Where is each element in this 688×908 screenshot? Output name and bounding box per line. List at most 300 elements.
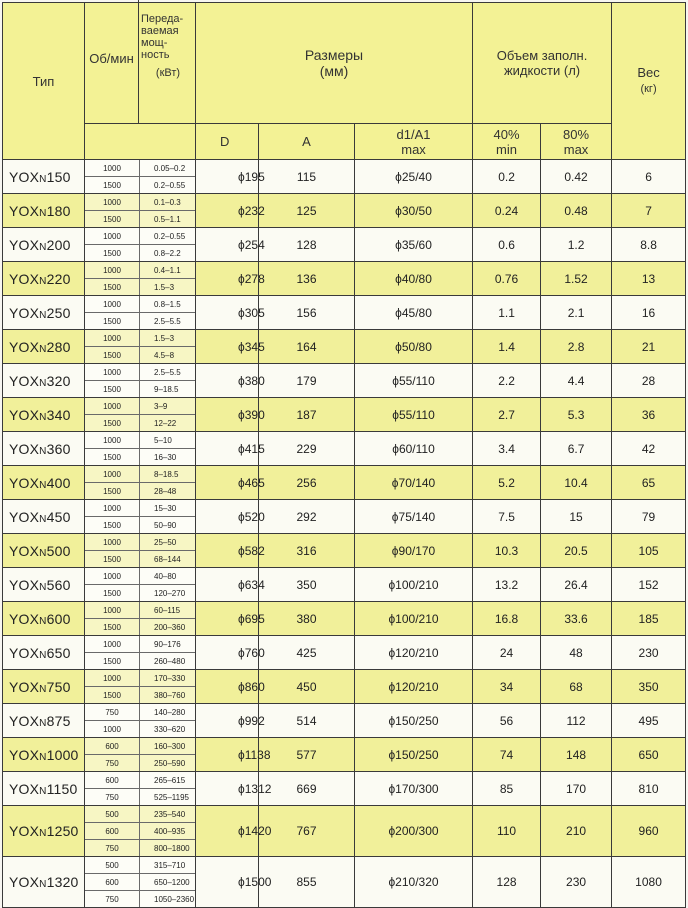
rpm-power-row bbox=[85, 279, 195, 296]
cell-type bbox=[3, 364, 85, 398]
type-number: 280 bbox=[46, 338, 71, 355]
cell-rpm: 600 bbox=[85, 823, 140, 840]
cell-power: 8–18.5 bbox=[140, 466, 196, 483]
cell-type bbox=[3, 670, 85, 704]
type-subscript: N bbox=[39, 879, 47, 890]
table-row bbox=[3, 738, 686, 772]
table-body bbox=[3, 160, 686, 908]
cell-power: 0.8–1.5 bbox=[140, 296, 196, 313]
cell-type bbox=[3, 466, 85, 500]
cell-d1: ϕ150/250 bbox=[355, 738, 473, 772]
cell-volume-80: 0.42 bbox=[541, 160, 612, 194]
cell-power: 0.4–1.1 bbox=[140, 262, 196, 279]
rpm-power-subtable bbox=[85, 568, 195, 601]
rpm-power-row bbox=[85, 330, 195, 347]
cell-volume-80: 2.1 bbox=[541, 296, 612, 330]
cell-rpm: 1500 bbox=[85, 381, 140, 398]
cell-power: 50–90 bbox=[140, 517, 196, 534]
cell-A: 164 bbox=[259, 330, 355, 364]
cell-rpm-power bbox=[85, 704, 196, 738]
cell-weight: 8.8 bbox=[612, 228, 686, 262]
type-prefix: YOX bbox=[9, 780, 40, 797]
cell-type bbox=[3, 738, 85, 772]
cell-power: 2.5–5.5 bbox=[140, 364, 196, 381]
rpm-power-row bbox=[85, 619, 195, 636]
cell-d1: ϕ75/140 bbox=[355, 500, 473, 534]
type-number: 600 bbox=[46, 610, 71, 627]
rpm-power-row bbox=[85, 840, 195, 857]
type-subscript: N bbox=[39, 207, 47, 219]
cell-rpm: 1000 bbox=[85, 670, 140, 687]
cell-type bbox=[3, 228, 85, 262]
specification-table bbox=[2, 2, 686, 908]
cell-rpm: 1500 bbox=[85, 653, 140, 670]
rpm-power-row bbox=[85, 347, 195, 364]
cell-weight: 28 bbox=[612, 364, 686, 398]
type-subscript: N bbox=[39, 683, 47, 695]
table-row bbox=[3, 704, 686, 738]
header-volume-title2: жидкости (л) bbox=[503, 63, 581, 78]
cell-volume-80: 33.6 bbox=[541, 602, 612, 636]
type-number: 875 bbox=[46, 712, 71, 729]
cell-rpm: 1000 bbox=[85, 568, 140, 585]
cell-d1: ϕ35/60 bbox=[355, 228, 473, 262]
rpm-power-subtable bbox=[85, 262, 195, 295]
cell-power: 60–115 bbox=[140, 602, 196, 619]
cell-type bbox=[3, 500, 85, 534]
cell-d1: ϕ50/80 bbox=[355, 330, 473, 364]
header-col-d1 bbox=[355, 124, 473, 160]
type-prefix: YOX bbox=[9, 372, 40, 389]
type-number: 450 bbox=[46, 508, 71, 525]
cell-power: 400–935 bbox=[140, 823, 196, 840]
rpm-power-subtable bbox=[85, 602, 195, 635]
cell-d1: ϕ30/50 bbox=[355, 194, 473, 228]
rpm-power-subtable bbox=[85, 330, 195, 363]
type-subscript: N bbox=[39, 343, 47, 355]
cell-type bbox=[3, 194, 85, 228]
cell-D: ϕ278 bbox=[196, 262, 259, 296]
rpm-power-subtable bbox=[85, 500, 195, 533]
cell-power: 525–1195 bbox=[140, 789, 196, 806]
table-row bbox=[3, 857, 686, 908]
cell-rpm: 1000 bbox=[85, 500, 140, 517]
type-prefix: YOX bbox=[9, 746, 40, 763]
cell-volume-40: 85 bbox=[473, 772, 541, 806]
cell-weight: 42 bbox=[612, 432, 686, 466]
rpm-power-row bbox=[85, 670, 195, 687]
cell-type bbox=[3, 636, 85, 670]
header-power-line3: мощ- bbox=[141, 37, 168, 49]
cell-power: 380–760 bbox=[140, 687, 196, 704]
header-power-line1: Переда- bbox=[141, 13, 184, 25]
rpm-power-row bbox=[85, 755, 195, 772]
cell-power: 3–9 bbox=[140, 398, 196, 415]
table-row bbox=[3, 636, 686, 670]
cell-volume-40: 74 bbox=[473, 738, 541, 772]
cell-power: 140–280 bbox=[140, 704, 196, 721]
cell-weight: 1080 bbox=[612, 857, 686, 908]
cell-volume-40: 0.24 bbox=[473, 194, 541, 228]
type-prefix: YOX bbox=[9, 874, 40, 890]
rpm-power-subtable bbox=[85, 806, 195, 856]
cell-rpm: 1000 bbox=[85, 228, 140, 245]
cell-rpm-power bbox=[85, 500, 196, 534]
cell-weight: 36 bbox=[612, 398, 686, 432]
header-col-D: D bbox=[196, 124, 259, 160]
cell-A: 577 bbox=[259, 738, 355, 772]
type-number: 200 bbox=[46, 236, 71, 253]
cell-d1: ϕ90/170 bbox=[355, 534, 473, 568]
table-row bbox=[3, 806, 686, 857]
rpm-power-row bbox=[85, 398, 195, 415]
cell-volume-40: 56 bbox=[473, 704, 541, 738]
cell-rpm-power bbox=[85, 602, 196, 636]
cell-D: ϕ195 bbox=[196, 160, 259, 194]
cell-D: ϕ390 bbox=[196, 398, 259, 432]
cell-power: 235–540 bbox=[140, 806, 196, 823]
type-subscript: N bbox=[39, 547, 47, 559]
cell-power: 0.05–0.2 bbox=[140, 160, 196, 177]
header-volume-title: Объем заполн. bbox=[496, 48, 588, 63]
type-subscript: N bbox=[39, 581, 47, 593]
rpm-power-row bbox=[85, 466, 195, 483]
rpm-power-row bbox=[85, 874, 195, 891]
cell-type bbox=[3, 602, 85, 636]
cell-d1: ϕ70/140 bbox=[355, 466, 473, 500]
cell-A: 156 bbox=[259, 296, 355, 330]
cell-weight: 105 bbox=[612, 534, 686, 568]
header-rpm-power-lower bbox=[85, 124, 196, 160]
cell-type bbox=[3, 160, 85, 194]
cell-d1: ϕ55/110 bbox=[355, 398, 473, 432]
rpm-power-subtable bbox=[85, 534, 195, 567]
rpm-power-row bbox=[85, 500, 195, 517]
cell-rpm: 1000 bbox=[85, 364, 140, 381]
cell-d1: ϕ100/210 bbox=[355, 602, 473, 636]
header-col-v40-sub: min bbox=[496, 141, 517, 157]
rpm-power-subtable bbox=[85, 772, 195, 805]
cell-rpm: 1500 bbox=[85, 177, 140, 194]
cell-D: ϕ305 bbox=[196, 296, 259, 330]
type-number: 750 bbox=[46, 678, 71, 695]
cell-D: ϕ992 bbox=[196, 704, 259, 738]
cell-power: 12–22 bbox=[140, 415, 196, 432]
cell-rpm-power bbox=[85, 466, 196, 500]
type-number: 320 bbox=[46, 372, 71, 389]
table-row bbox=[3, 330, 686, 364]
rpm-power-row bbox=[85, 823, 195, 840]
header-weight-title: Вес bbox=[637, 65, 660, 80]
header-rpm-power bbox=[85, 3, 196, 124]
type-number: 400 bbox=[46, 474, 71, 491]
cell-type bbox=[3, 806, 85, 857]
cell-rpm: 1500 bbox=[85, 517, 140, 534]
cell-rpm-power bbox=[85, 534, 196, 568]
rpm-power-row bbox=[85, 534, 195, 551]
cell-volume-80: 170 bbox=[541, 772, 612, 806]
cell-power: 260–480 bbox=[140, 653, 196, 670]
cell-rpm: 1000 bbox=[85, 636, 140, 653]
rpm-power-row bbox=[85, 585, 195, 602]
cell-d1: ϕ40/80 bbox=[355, 262, 473, 296]
cell-D: ϕ1500 bbox=[196, 857, 259, 908]
cell-D: ϕ695 bbox=[196, 602, 259, 636]
cell-D: ϕ254 bbox=[196, 228, 259, 262]
type-subscript: N bbox=[39, 649, 47, 661]
header-col-v80-sub: max bbox=[563, 141, 589, 157]
cell-A: 115 bbox=[259, 160, 355, 194]
table-row bbox=[3, 364, 686, 398]
cell-rpm: 750 bbox=[85, 789, 140, 806]
cell-A: 316 bbox=[259, 534, 355, 568]
cell-type bbox=[3, 262, 85, 296]
cell-rpm: 1500 bbox=[85, 279, 140, 296]
cell-d1: ϕ200/300 bbox=[355, 806, 473, 857]
cell-volume-40: 0.76 bbox=[473, 262, 541, 296]
cell-power: 265–615 bbox=[140, 772, 196, 789]
rpm-power-row bbox=[85, 704, 195, 721]
cell-volume-80: 6.7 bbox=[541, 432, 612, 466]
type-prefix: YOX bbox=[9, 406, 40, 423]
cell-power: 315–710 bbox=[140, 857, 196, 874]
cell-weight: 650 bbox=[612, 738, 686, 772]
cell-power: 1050–2360 bbox=[140, 891, 196, 908]
rpm-power-row bbox=[85, 211, 195, 228]
cell-volume-80: 2.8 bbox=[541, 330, 612, 364]
cell-rpm: 600 bbox=[85, 738, 140, 755]
cell-power: 200–360 bbox=[140, 619, 196, 636]
cell-rpm: 1000 bbox=[85, 466, 140, 483]
type-subscript: N bbox=[39, 309, 47, 321]
rpm-power-subtable bbox=[85, 194, 195, 227]
rpm-power-row bbox=[85, 296, 195, 313]
table-row bbox=[3, 228, 686, 262]
header-col-d1-sub: max bbox=[401, 141, 426, 157]
table-row bbox=[3, 296, 686, 330]
type-number: 560 bbox=[46, 576, 71, 593]
table-row bbox=[3, 160, 686, 194]
rpm-power-row bbox=[85, 857, 195, 874]
cell-weight: 185 bbox=[612, 602, 686, 636]
rpm-power-row bbox=[85, 364, 195, 381]
cell-rpm: 750 bbox=[85, 840, 140, 857]
cell-rpm-power bbox=[85, 670, 196, 704]
cell-volume-80: 48 bbox=[541, 636, 612, 670]
type-prefix: YOX bbox=[9, 168, 40, 185]
rpm-power-row bbox=[85, 177, 195, 194]
header-dimensions-title: Размеры bbox=[304, 47, 364, 63]
cell-rpm-power bbox=[85, 398, 196, 432]
type-subscript: N bbox=[39, 173, 47, 185]
cell-volume-40: 1.4 bbox=[473, 330, 541, 364]
cell-rpm: 1500 bbox=[85, 245, 140, 262]
cell-D: ϕ760 bbox=[196, 636, 259, 670]
rpm-power-row bbox=[85, 313, 195, 330]
rpm-power-row bbox=[85, 789, 195, 806]
cell-d1: ϕ100/210 bbox=[355, 568, 473, 602]
cell-rpm-power bbox=[85, 160, 196, 194]
cell-rpm: 500 bbox=[85, 857, 140, 874]
cell-volume-80: 4.4 bbox=[541, 364, 612, 398]
cell-D: ϕ465 bbox=[196, 466, 259, 500]
rpm-power-row bbox=[85, 891, 195, 908]
cell-weight: 6 bbox=[612, 160, 686, 194]
type-subscript: N bbox=[39, 615, 47, 627]
table-row bbox=[3, 602, 686, 636]
cell-rpm-power bbox=[85, 228, 196, 262]
cell-power: 15–30 bbox=[140, 500, 196, 517]
cell-power: 0.2–0.55 bbox=[140, 177, 196, 194]
cell-rpm: 1000 bbox=[85, 262, 140, 279]
table-row bbox=[3, 772, 686, 806]
cell-volume-40: 10.3 bbox=[473, 534, 541, 568]
cell-volume-40: 5.2 bbox=[473, 466, 541, 500]
rpm-power-row bbox=[85, 602, 195, 619]
cell-A: 256 bbox=[259, 466, 355, 500]
type-number: 1250 bbox=[46, 823, 79, 839]
table-row bbox=[3, 194, 686, 228]
cell-volume-40: 2.2 bbox=[473, 364, 541, 398]
cell-volume-40: 24 bbox=[473, 636, 541, 670]
table-row bbox=[3, 670, 686, 704]
cell-rpm-power bbox=[85, 772, 196, 806]
header-col-A: A bbox=[259, 124, 355, 160]
header-col-v80-label: 80% bbox=[563, 126, 590, 142]
cell-weight: 350 bbox=[612, 670, 686, 704]
cell-volume-40: 13.2 bbox=[473, 568, 541, 602]
cell-rpm-power bbox=[85, 432, 196, 466]
cell-rpm: 1500 bbox=[85, 483, 140, 500]
cell-rpm-power bbox=[85, 330, 196, 364]
cell-A: 187 bbox=[259, 398, 355, 432]
rpm-power-subtable bbox=[85, 466, 195, 499]
cell-rpm: 1500 bbox=[85, 619, 140, 636]
cell-power: 0.8–2.2 bbox=[140, 245, 196, 262]
cell-A: 128 bbox=[259, 228, 355, 262]
header-power bbox=[139, 3, 195, 123]
header-power-line4: ность bbox=[141, 49, 170, 61]
cell-d1: ϕ120/210 bbox=[355, 670, 473, 704]
type-prefix: YOX bbox=[9, 508, 40, 525]
cell-power: 650–1200 bbox=[140, 874, 196, 891]
type-prefix: YOX bbox=[9, 202, 40, 219]
rpm-power-row bbox=[85, 228, 195, 245]
cell-volume-80: 230 bbox=[541, 857, 612, 908]
cell-rpm: 1000 bbox=[85, 330, 140, 347]
cell-power: 170–330 bbox=[140, 670, 196, 687]
type-prefix: YOX bbox=[9, 270, 40, 287]
cell-rpm-power bbox=[85, 806, 196, 857]
rpm-power-subtable bbox=[85, 364, 195, 397]
cell-weight: 960 bbox=[612, 806, 686, 857]
rpm-power-row bbox=[85, 806, 195, 823]
cell-power: 0.5–1.1 bbox=[140, 211, 196, 228]
cell-A: 229 bbox=[259, 432, 355, 466]
cell-weight: 16 bbox=[612, 296, 686, 330]
cell-rpm: 1500 bbox=[85, 449, 140, 466]
cell-A: 136 bbox=[259, 262, 355, 296]
cell-volume-40: 7.5 bbox=[473, 500, 541, 534]
type-prefix: YOX bbox=[9, 678, 40, 695]
cell-rpm: 750 bbox=[85, 891, 140, 908]
type-prefix: YOX bbox=[9, 576, 40, 593]
cell-rpm-power bbox=[85, 364, 196, 398]
type-number: 180 bbox=[46, 202, 71, 219]
cell-D: ϕ1312 bbox=[196, 772, 259, 806]
rpm-power-row bbox=[85, 551, 195, 568]
rpm-power-row bbox=[85, 381, 195, 398]
type-number: 340 bbox=[46, 406, 71, 423]
cell-type bbox=[3, 857, 85, 908]
cell-D: ϕ634 bbox=[196, 568, 259, 602]
type-prefix: YOX bbox=[9, 236, 40, 253]
cell-rpm: 500 bbox=[85, 806, 140, 823]
rpm-power-row bbox=[85, 568, 195, 585]
type-number: 1000 bbox=[46, 746, 79, 763]
cell-A: 425 bbox=[259, 636, 355, 670]
type-number: 150 bbox=[46, 168, 71, 185]
table-row bbox=[3, 568, 686, 602]
cell-rpm-power bbox=[85, 262, 196, 296]
type-number: 1320 bbox=[46, 874, 79, 890]
type-prefix: YOX bbox=[9, 338, 40, 355]
cell-volume-40: 0.2 bbox=[473, 160, 541, 194]
cell-type bbox=[3, 296, 85, 330]
cell-volume-40: 110 bbox=[473, 806, 541, 857]
cell-volume-80: 10.4 bbox=[541, 466, 612, 500]
cell-A: 450 bbox=[259, 670, 355, 704]
cell-d1: ϕ120/210 bbox=[355, 636, 473, 670]
table-row bbox=[3, 432, 686, 466]
type-subscript: N bbox=[39, 479, 47, 491]
rpm-power-subtable bbox=[85, 160, 195, 193]
type-number: 500 bbox=[46, 542, 71, 559]
type-prefix: YOX bbox=[9, 440, 40, 457]
cell-rpm-power bbox=[85, 194, 196, 228]
cell-power: 1.5–3 bbox=[140, 330, 196, 347]
cell-power: 25–50 bbox=[140, 534, 196, 551]
type-subscript: N bbox=[39, 377, 47, 389]
type-number: 650 bbox=[46, 644, 71, 661]
rpm-power-row bbox=[85, 245, 195, 262]
header-weight bbox=[612, 3, 686, 160]
type-number: 250 bbox=[46, 304, 71, 321]
cell-d1: ϕ150/250 bbox=[355, 704, 473, 738]
type-prefix: YOX bbox=[9, 474, 40, 491]
cell-D: ϕ1420 bbox=[196, 806, 259, 857]
cell-A: 767 bbox=[259, 806, 355, 857]
cell-power: 250–590 bbox=[140, 755, 196, 772]
cell-power: 4.5–8 bbox=[140, 347, 196, 364]
cell-type bbox=[3, 772, 85, 806]
cell-weight: 810 bbox=[612, 772, 686, 806]
cell-D: ϕ232 bbox=[196, 194, 259, 228]
type-subscript: N bbox=[39, 241, 47, 253]
type-subscript: N bbox=[39, 785, 47, 797]
cell-power: 330–620 bbox=[140, 721, 196, 738]
cell-d1: ϕ170/300 bbox=[355, 772, 473, 806]
cell-power: 1.5–3 bbox=[140, 279, 196, 296]
rpm-power-row bbox=[85, 738, 195, 755]
cell-power: 2.5–5.5 bbox=[140, 313, 196, 330]
cell-type bbox=[3, 432, 85, 466]
cell-weight: 13 bbox=[612, 262, 686, 296]
cell-rpm: 1500 bbox=[85, 313, 140, 330]
cell-D: ϕ582 bbox=[196, 534, 259, 568]
cell-rpm: 1500 bbox=[85, 551, 140, 568]
cell-A: 380 bbox=[259, 602, 355, 636]
